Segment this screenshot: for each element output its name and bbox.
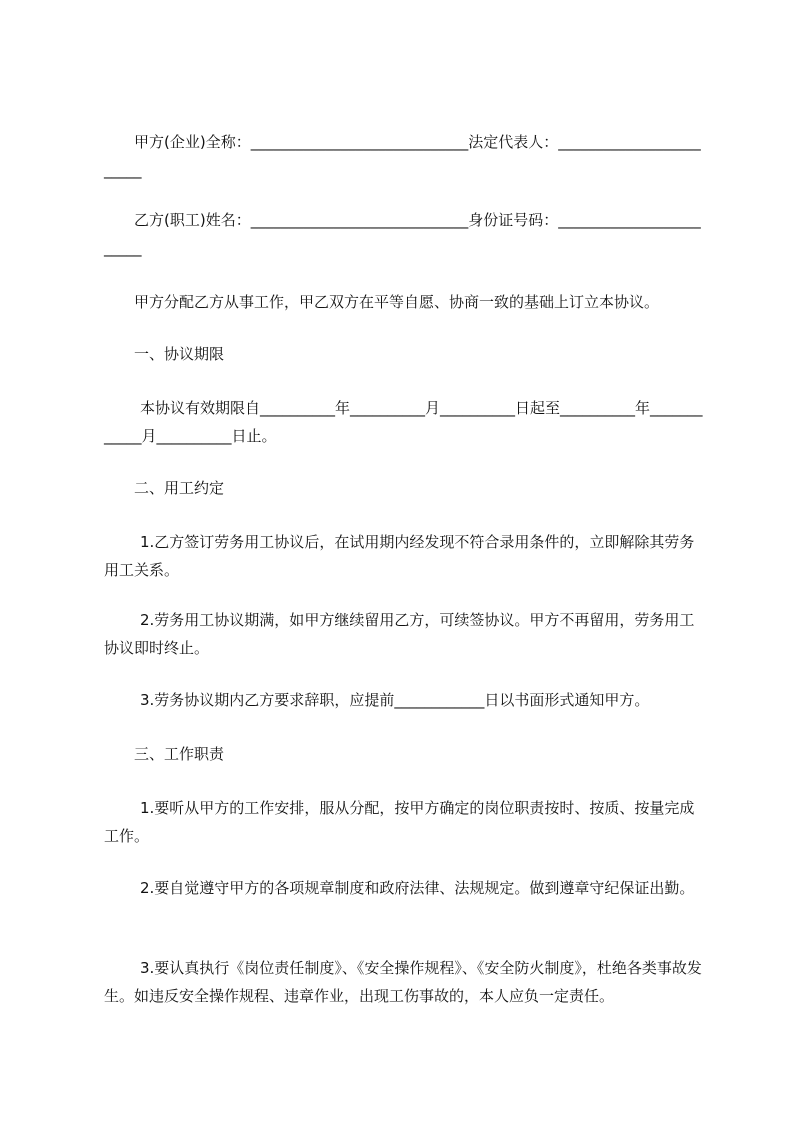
section2-item3: 3.劳务协议期内乙方要求辞职，应提前____________日以书面形式通知甲方。 [140, 691, 650, 709]
section1-title: 一、协议期限 [134, 345, 225, 363]
section2-item2: 2.劳务用工协议期满，如甲方继续留用乙方，可续签协议。甲方不再留用，劳务用工协议即时终止。 [104, 611, 695, 657]
section2-title: 二、用工约定 [134, 479, 225, 497]
section3-title: 三、工作职责 [134, 745, 225, 763]
section2-item1: 1.乙方签订劳务用工协议后，在试用期内经发现不符合录用条件的，立即解除其劳务用工关系。 [104, 533, 695, 579]
party-a-line: 甲方(企业)全称：_____________________________法定代表人：________________________ [104, 133, 701, 179]
section3-item2: 2.要自觉遵守甲方的各项规章制度和政府法律、法规规定。做到遵章守纪保证出勤。 [140, 879, 695, 897]
section3-item1: 1.要听从甲方的工作安排，服从分配，按甲方确定的岗位职责按时、按质、按量完成工作。 [104, 799, 695, 845]
intro-paragraph: 甲方分配乙方从事工作，甲乙双方在平等自愿、协商一致的基础上订立本协议。 [134, 293, 660, 311]
party-b-line: 乙方(职工)姓名：_____________________________身份证号码：________________________ [104, 211, 701, 257]
section1-text: 本协议有效期限自__________年__________月__________日起至__________年____________月__________日止。 [104, 399, 703, 445]
section3-item3: 3.要认真执行《岗位责任制度》、《安全操作规程》、《安全防火制度》，杜绝各类事故发生。如违反安全操作规程、违章作业，出现工伤事故的，本人应负一定责任。 [104, 959, 702, 1005]
